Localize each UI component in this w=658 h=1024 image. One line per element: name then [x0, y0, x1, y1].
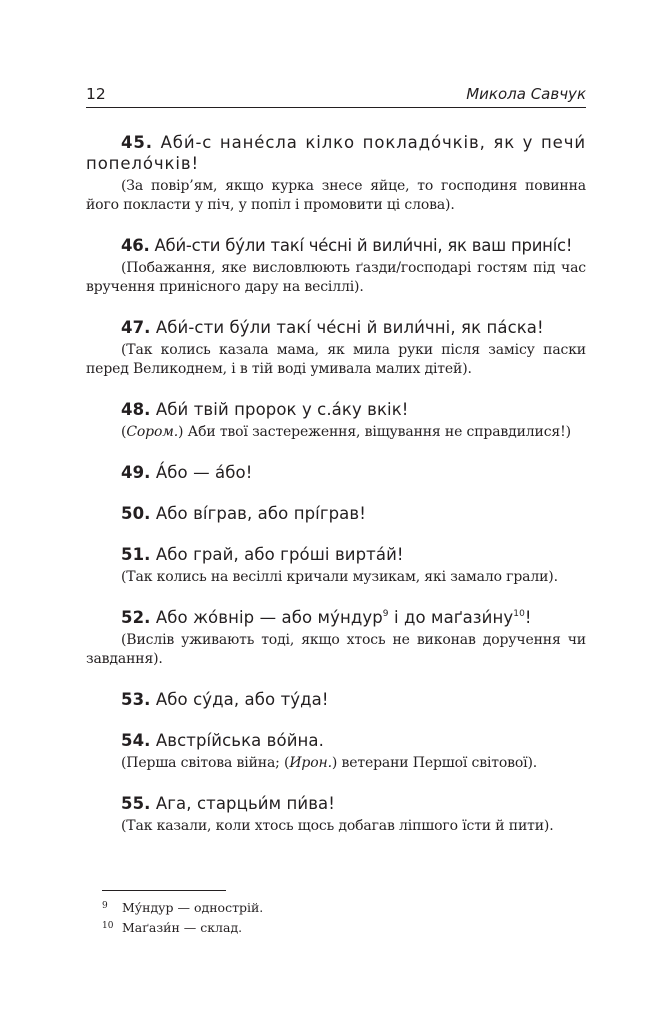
- proverb-text: [86, 317, 586, 338]
- running-head: [86, 85, 586, 108]
- proverb-note: (Так колись казала мама, як мила руки після замісу паски перед Великоднем, і в тій воді умивала малих дітей).: [86, 342, 586, 377]
- proverb-text: [86, 730, 586, 751]
- proverb-number: 54.: [121, 731, 151, 750]
- proverb-phrase: Або су́да, або ту́да!: [155, 690, 329, 709]
- proverb-phrase: Або жо́внір — або му́ндур: [155, 608, 383, 627]
- label-abbreviation: Ирон.: [289, 755, 332, 771]
- proverb-note: (За повір’ям, якщо курка знесе яйце, то господиня повинна його покласти у піч, у попіл і промовити ці слова).: [86, 178, 586, 213]
- proverb-number: 47.: [121, 318, 151, 337]
- proverb-phrase: Або ві́грав, або прі́грав!: [155, 504, 366, 523]
- proverb-note: (Вислів уживають тоді, якщо хтось не виконав доручення чи завдання).: [86, 632, 586, 667]
- proverb-number: 46.: [121, 236, 150, 255]
- footnote-ref[interactable]: 10: [513, 609, 525, 619]
- proverb-entry: [86, 399, 586, 442]
- footnote-divider: [102, 890, 226, 891]
- footnote: [102, 918, 582, 938]
- proverb-entry: [86, 317, 586, 379]
- proverb-text: [86, 132, 586, 174]
- note-open: (Перша світова війна; (: [121, 755, 290, 771]
- footnote: [102, 898, 582, 918]
- proverb-number: 53.: [121, 690, 151, 709]
- footnote-text: Му́ндур — однострій.: [122, 900, 264, 915]
- book-author: Микола Савчук: [466, 85, 586, 103]
- proverb-phrase: Аби́ твій пророк у с.а́ку вкік!: [155, 400, 409, 419]
- proverb-number: 52.: [121, 608, 151, 627]
- page-number: 12: [86, 85, 106, 103]
- proverb-phrase: А́бо — а́бо!: [155, 463, 253, 482]
- proverb-text: [86, 462, 586, 483]
- proverb-note: (Так казали, коли хтось щось добагав ліпшого їсти й пити).: [121, 818, 554, 834]
- note-rest: ) ветерани Першої світової).: [331, 755, 538, 771]
- proverb-text: [86, 607, 586, 628]
- footnote-ref[interactable]: 9: [382, 609, 389, 619]
- proverb-entry: [86, 132, 586, 215]
- proverb-text: [86, 544, 586, 565]
- proverb-phrase-cont: і до маґази́ну: [388, 608, 514, 627]
- proverb-list: [86, 132, 586, 856]
- proverb-entry: [86, 689, 586, 710]
- proverb-note: (Побажання, яке висловлюють ґазди/господарі гостям під час вручення принісного дару на весіллі).: [86, 260, 586, 295]
- footnote-mark: 9: [102, 901, 108, 911]
- proverb-number: 49.: [121, 463, 151, 482]
- proverb-number: 55.: [121, 794, 151, 813]
- proverb-note: [86, 754, 586, 773]
- proverb-entry: [86, 730, 586, 773]
- proverb-entry: [86, 462, 586, 483]
- proverb-entry: [86, 607, 586, 669]
- proverb-number: 45.: [121, 133, 153, 152]
- proverb-phrase-end: !: [524, 608, 532, 627]
- footnotes: [102, 898, 582, 938]
- proverb-note: [86, 423, 586, 442]
- proverb-entry: [86, 235, 586, 297]
- proverb-phrase: Австрі́йська во́йна.: [155, 731, 324, 750]
- footnote-text: Маґази́н — склад.: [122, 920, 243, 935]
- proverb-phrase: Ага, старцьи́м пи́ва!: [155, 794, 335, 813]
- footnote-mark: 10: [102, 921, 114, 931]
- proverb-number: 48.: [121, 400, 151, 419]
- proverb-phrase: Аби́-с нане́сла кілко покладо́чків, як у печи́ попело́чків!: [86, 133, 586, 173]
- proverb-text: [86, 689, 586, 710]
- proverb-phrase: Аби́-сти бу́ли такі́ че́сні й вили́чні, як ваш прині́с!: [154, 236, 573, 255]
- proverb-entry: [86, 544, 586, 587]
- proverb-number: 50.: [121, 504, 151, 523]
- proverb-phrase: Або грай, або гро́ші вирта́й!: [155, 545, 404, 564]
- proverb-entry: [86, 793, 586, 836]
- proverb-number: 51.: [121, 545, 151, 564]
- proverb-text: [86, 503, 586, 524]
- proverb-entry: [86, 503, 586, 524]
- note-rest: ) Аби твої застереження, віщування не справдилися!): [178, 424, 571, 440]
- proverb-note: (Так колись на весіллі кричали музикам, які замало грали).: [121, 569, 558, 585]
- proverb-text: [86, 235, 586, 256]
- proverb-text: [86, 793, 586, 814]
- label-abbreviation: Сором.: [126, 424, 179, 440]
- note-open: (: [121, 424, 127, 440]
- proverb-text: [86, 399, 586, 420]
- proverb-phrase: Аби́-сти бу́ли такі́ че́сні й вили́чні, як па́ска!: [155, 318, 544, 337]
